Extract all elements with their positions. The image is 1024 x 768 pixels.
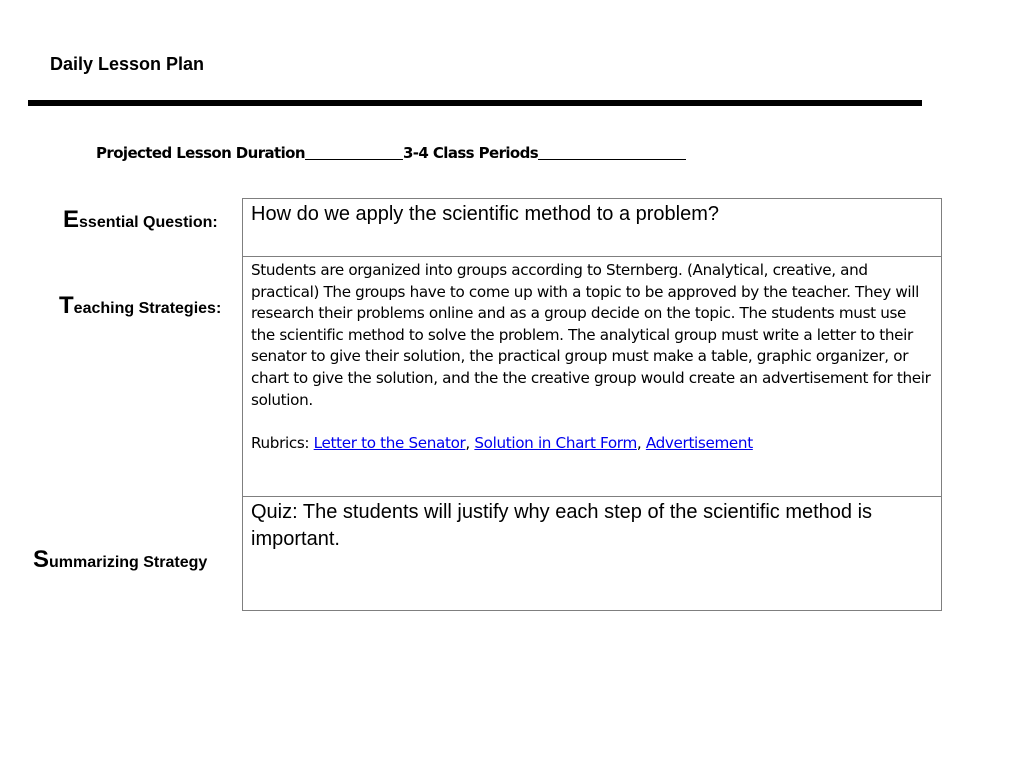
summarizing-strategy-label-rest: ummarizing Strategy (49, 554, 208, 571)
rubric-link-advertisement[interactable]: Advertisement (645, 433, 753, 452)
rubric-separator: , (636, 433, 646, 452)
lesson-plan-table (242, 198, 942, 611)
duration-label: Projected Lesson Duration (96, 144, 305, 162)
rubric-separator: , (465, 433, 475, 452)
rubric-link-chart[interactable]: Solution in Chart Form (474, 433, 637, 452)
summarizing-strategy-initial: S (33, 546, 50, 573)
header-divider (28, 100, 922, 106)
teaching-strategies-label-rest: eaching Strategies: (73, 300, 222, 317)
teaching-strategies-label (59, 292, 221, 320)
teaching-strategies-initial: T (59, 292, 74, 319)
rubrics-label: Rubrics: (251, 433, 314, 452)
essential-question-label (63, 206, 218, 234)
rubric-link-letter[interactable]: Letter to the Senator (313, 433, 466, 452)
summarizing-strategy-label (33, 546, 207, 574)
duration-blank-left (305, 143, 403, 160)
duration-blank-right (538, 143, 686, 160)
essential-question-initial: E (63, 206, 80, 233)
essential-question-label-rest: ssential Question: (79, 214, 218, 231)
summarizing-strategy-cell: Quiz: The students will justify why each step of the scientific method is important. (251, 501, 873, 550)
lesson-duration (96, 143, 686, 162)
duration-value: 3-4 Class Periods (402, 144, 539, 162)
page-title: Daily Lesson Plan (50, 54, 205, 74)
essential-question-cell: How do we apply the scientific method to a problem? (243, 199, 941, 257)
rubrics-line (251, 433, 933, 455)
teaching-strategies-text: Students are organized into groups according to Sternberg. (Analytical, creative, and practical) The groups have to come up with a topic to be approved by the teacher. They will research their problems online and as a group decide on the topic. The students must use the scientific method to solve the problem. The analytical group must write a letter to their senator to give their solution, the practical group must make a table, graphic organizer, or chart to give the solution, and the the creative group would create an advertisement for their solution. (251, 261, 931, 409)
teaching-strategies-cell (243, 257, 941, 497)
